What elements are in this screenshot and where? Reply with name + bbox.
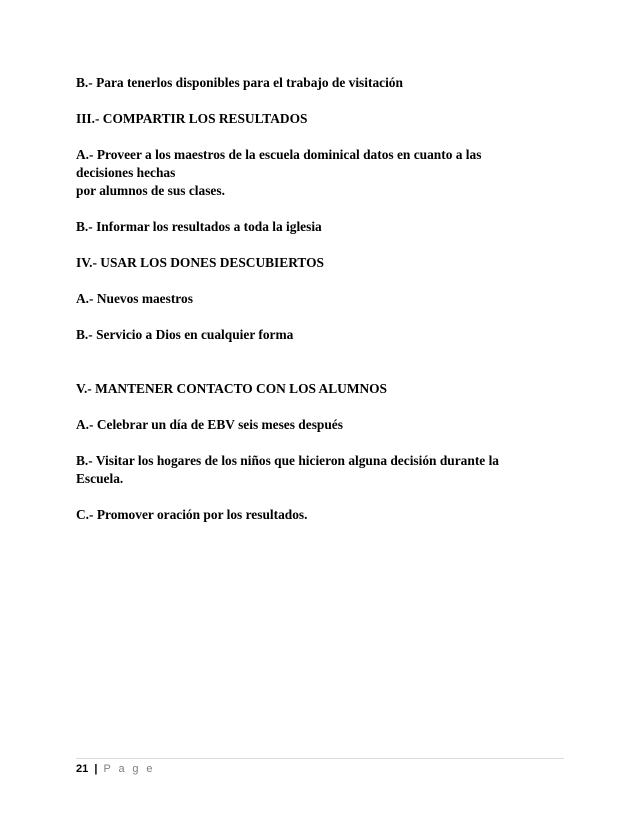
- text-line: A.- Celebrar un día de EBV seis meses después: [76, 417, 343, 432]
- text-line: IV.- USAR LOS DONES DESCUBIERTOS: [76, 255, 324, 270]
- text-line: B.- Servicio a Dios en cualquier forma: [76, 327, 294, 342]
- page-word: P a g e: [103, 763, 155, 775]
- paragraph-b-visitar: [76, 452, 566, 488]
- heading-v-mantener-contacto: [76, 380, 566, 398]
- paragraph-c-promover: [76, 506, 566, 524]
- page-footer: [76, 762, 155, 776]
- text-line: por alumnos de sus clases.: [76, 183, 225, 198]
- footer-divider: [76, 758, 564, 759]
- heading-iv-usar-dones: [76, 254, 566, 272]
- text-line: B.- Informar los resultados a toda la iglesia: [76, 219, 322, 234]
- text-line: Escuela.: [76, 471, 124, 486]
- text-line: III.- COMPARTIR LOS RESULTADOS: [76, 111, 308, 126]
- heading-iii-compartir: [76, 110, 566, 128]
- paragraph-b-servicio: [76, 326, 566, 344]
- text-line: C.- Promover oración por los resultados.: [76, 507, 308, 522]
- text-line: V.- MANTENER CONTACTO CON LOS ALUMNOS: [76, 381, 387, 396]
- page-number: 21: [76, 763, 89, 775]
- text-line: B.- Para tenerlos disponibles para el trabajo de visitación: [76, 75, 403, 90]
- paragraph-a-maestros: [76, 290, 566, 308]
- text-line: decisiones hechas: [76, 165, 176, 180]
- footer-separator: |: [94, 763, 98, 775]
- text-line: A.- Nuevos maestros: [76, 291, 193, 306]
- document-body: [76, 74, 566, 542]
- paragraph-b-informar: [76, 218, 566, 236]
- paragraph-a-celebrar: [76, 416, 566, 434]
- text-line: B.- Visitar los hogares de los niños que hicieron alguna decisión durante la: [76, 453, 499, 468]
- paragraph-a-proveer: [76, 146, 566, 200]
- text-line: A.- Proveer a los maestros de la escuela dominical datos en cuanto a las: [76, 147, 482, 162]
- paragraph-b-visitacion: [76, 74, 566, 92]
